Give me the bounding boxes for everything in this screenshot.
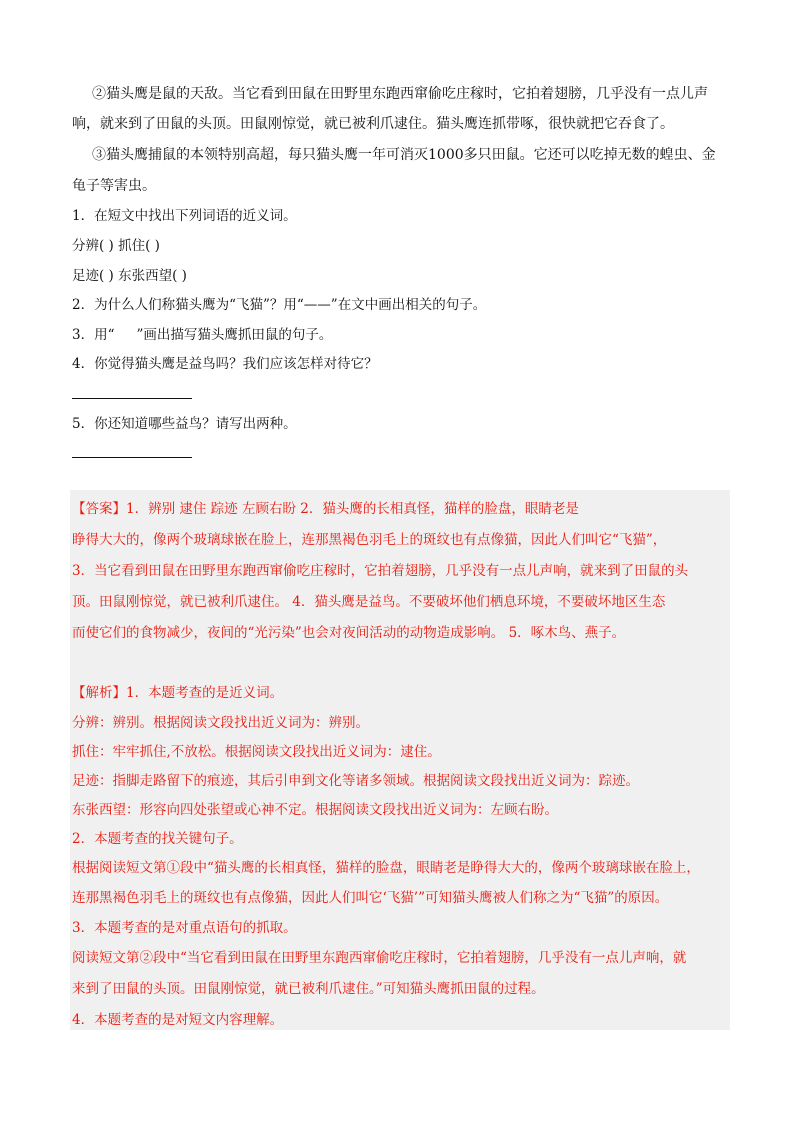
question-2: 2．为什么人们称猫头鹰为“飞猫”？用“——”在文中画出相关的句子。 bbox=[72, 297, 487, 313]
question-1: 1．在短文中找出下列词语的近义词。 bbox=[72, 208, 297, 224]
passage-paragraph-2-line-2: 响，就来到了田鼠的头顶。田鼠刚惊觉，就已被利爪逮住。猫头鹰连抓带啄，很快就把它吞食了。 bbox=[72, 116, 674, 132]
analysis-line-9: 3．本题考查的是对重点语句的抓取。 bbox=[72, 920, 297, 936]
passage-paragraph-2-line-1: ②猫头鹰是鼠的天敌。当它看到田鼠在田野里东跑西窜偷吃庄稼时，它拍着翅膀，几乎没有一点儿声 bbox=[92, 86, 708, 102]
question-5: 5．你还知道哪些益鸟？请写出两种。 bbox=[72, 416, 297, 432]
question-3-suffix: ”画出描写猫头鹰抓田鼠的句子。 bbox=[136, 327, 333, 343]
answer-line-3: 3．当它看到田鼠在田野里东跑西窜偷吃庄稼时，它拍着翅膀，几乎没有一点儿声响，就来到了田鼠的头 bbox=[72, 563, 689, 579]
answer-line-4: 顶。田鼠刚惊觉，就已被利爪逮住。 4．猫头鹰是益鸟。不要破坏他们栖息环境，不要破坏地区生态 bbox=[72, 594, 666, 610]
passage-paragraph-3-line-1: ③猫头鹰捕鼠的本领特别高超，每只猫头鹰一年可消灭1000多只田鼠。它还可以吃掉无数的蝗虫、金 bbox=[92, 147, 716, 163]
analysis-line-10: 阅读短文第②段中“当它看到田鼠在田野里东跑西窜偷吃庄稼时，它拍着翅膀，几乎没有一点儿声响，就 bbox=[72, 950, 687, 966]
analysis-line-3: 抓住：牢牢抓住,不放松。根据阅读文段找出近义词为：逮住。 bbox=[72, 744, 441, 760]
answer-blank-line-4 bbox=[72, 398, 192, 399]
analysis-line-5: 东张西望：形容向四处张望或心神不定。根据阅读文段找出近义词为：左顾右盼。 bbox=[72, 802, 558, 818]
analysis-line-4: 足迹：指脚走路留下的痕迹，其后引申到文化等诸多领域。根据阅读文段找出近义词为：踪迹。 bbox=[72, 773, 639, 789]
analysis-line-8: 连那黑褐色羽毛上的斑纹也有点像猫，因此人们叫它‘飞猫’”可知猫头鹰被人们称之为“飞猫”的原因。 bbox=[72, 890, 669, 906]
analysis-tag: 【解析】 bbox=[72, 685, 126, 701]
analysis-line-1 bbox=[72, 683, 283, 703]
analysis-line-11: 来到了田鼠的头顶。田鼠刚惊觉，就已被利爪逮住。”可知猫头鹰抓田鼠的过程。 bbox=[72, 981, 545, 997]
question-1-row-1: 分辨( ) 抓住( ) bbox=[72, 238, 160, 254]
analysis-line-6: 2．本题考查的找关键句子。 bbox=[72, 831, 243, 847]
analysis-line-12: 4．本题考查的是对短文内容理解。 bbox=[72, 1012, 284, 1028]
question-4: 4．你觉得猫头鹰是益鸟吗？我们应该怎样对待它？ bbox=[72, 356, 378, 372]
question-1-row-2: 足迹( ) 东张西望( ) bbox=[72, 268, 187, 284]
answer-line-2: 睁得大大的，像两个玻璃球嵌在脸上，连那黑褐色羽毛上的斑纹也有点像猫，因此人们叫它“飞猫”， bbox=[72, 532, 667, 548]
analysis-line-2: 分辨：辨别。根据阅读文段找出近义词为：辨别。 bbox=[72, 715, 369, 731]
answer-tag: 【答案】 bbox=[72, 501, 126, 517]
answer-line-5: 而使它们的食物减少，夜间的“光污染”也会对夜间活动的动物造成影响。 5．啄木鸟、燕子。 bbox=[72, 625, 626, 641]
answer-line-1 bbox=[72, 499, 579, 519]
question-3 bbox=[72, 325, 332, 345]
question-3-prefix: 3．用“ bbox=[72, 327, 115, 343]
analysis-line-7: 根据阅读短文第①段中“猫头鹰的长相真怪，猫样的脸盘，眼睛老是睁得大大的，像两个玻璃球嵌在脸上， bbox=[72, 860, 700, 876]
passage-paragraph-3-line-2: 龟子等害虫。 bbox=[72, 178, 156, 194]
analysis-line-1-text: 1．本题考查的是近义词。 bbox=[126, 685, 284, 701]
answer-blank-line-5 bbox=[72, 457, 192, 458]
answer-line-1-text: 1．辨别 逮住 踪迹 左顾右盼 2．猫头鹰的长相真怪，猫样的脸盘，眼睛老是 bbox=[126, 501, 579, 517]
